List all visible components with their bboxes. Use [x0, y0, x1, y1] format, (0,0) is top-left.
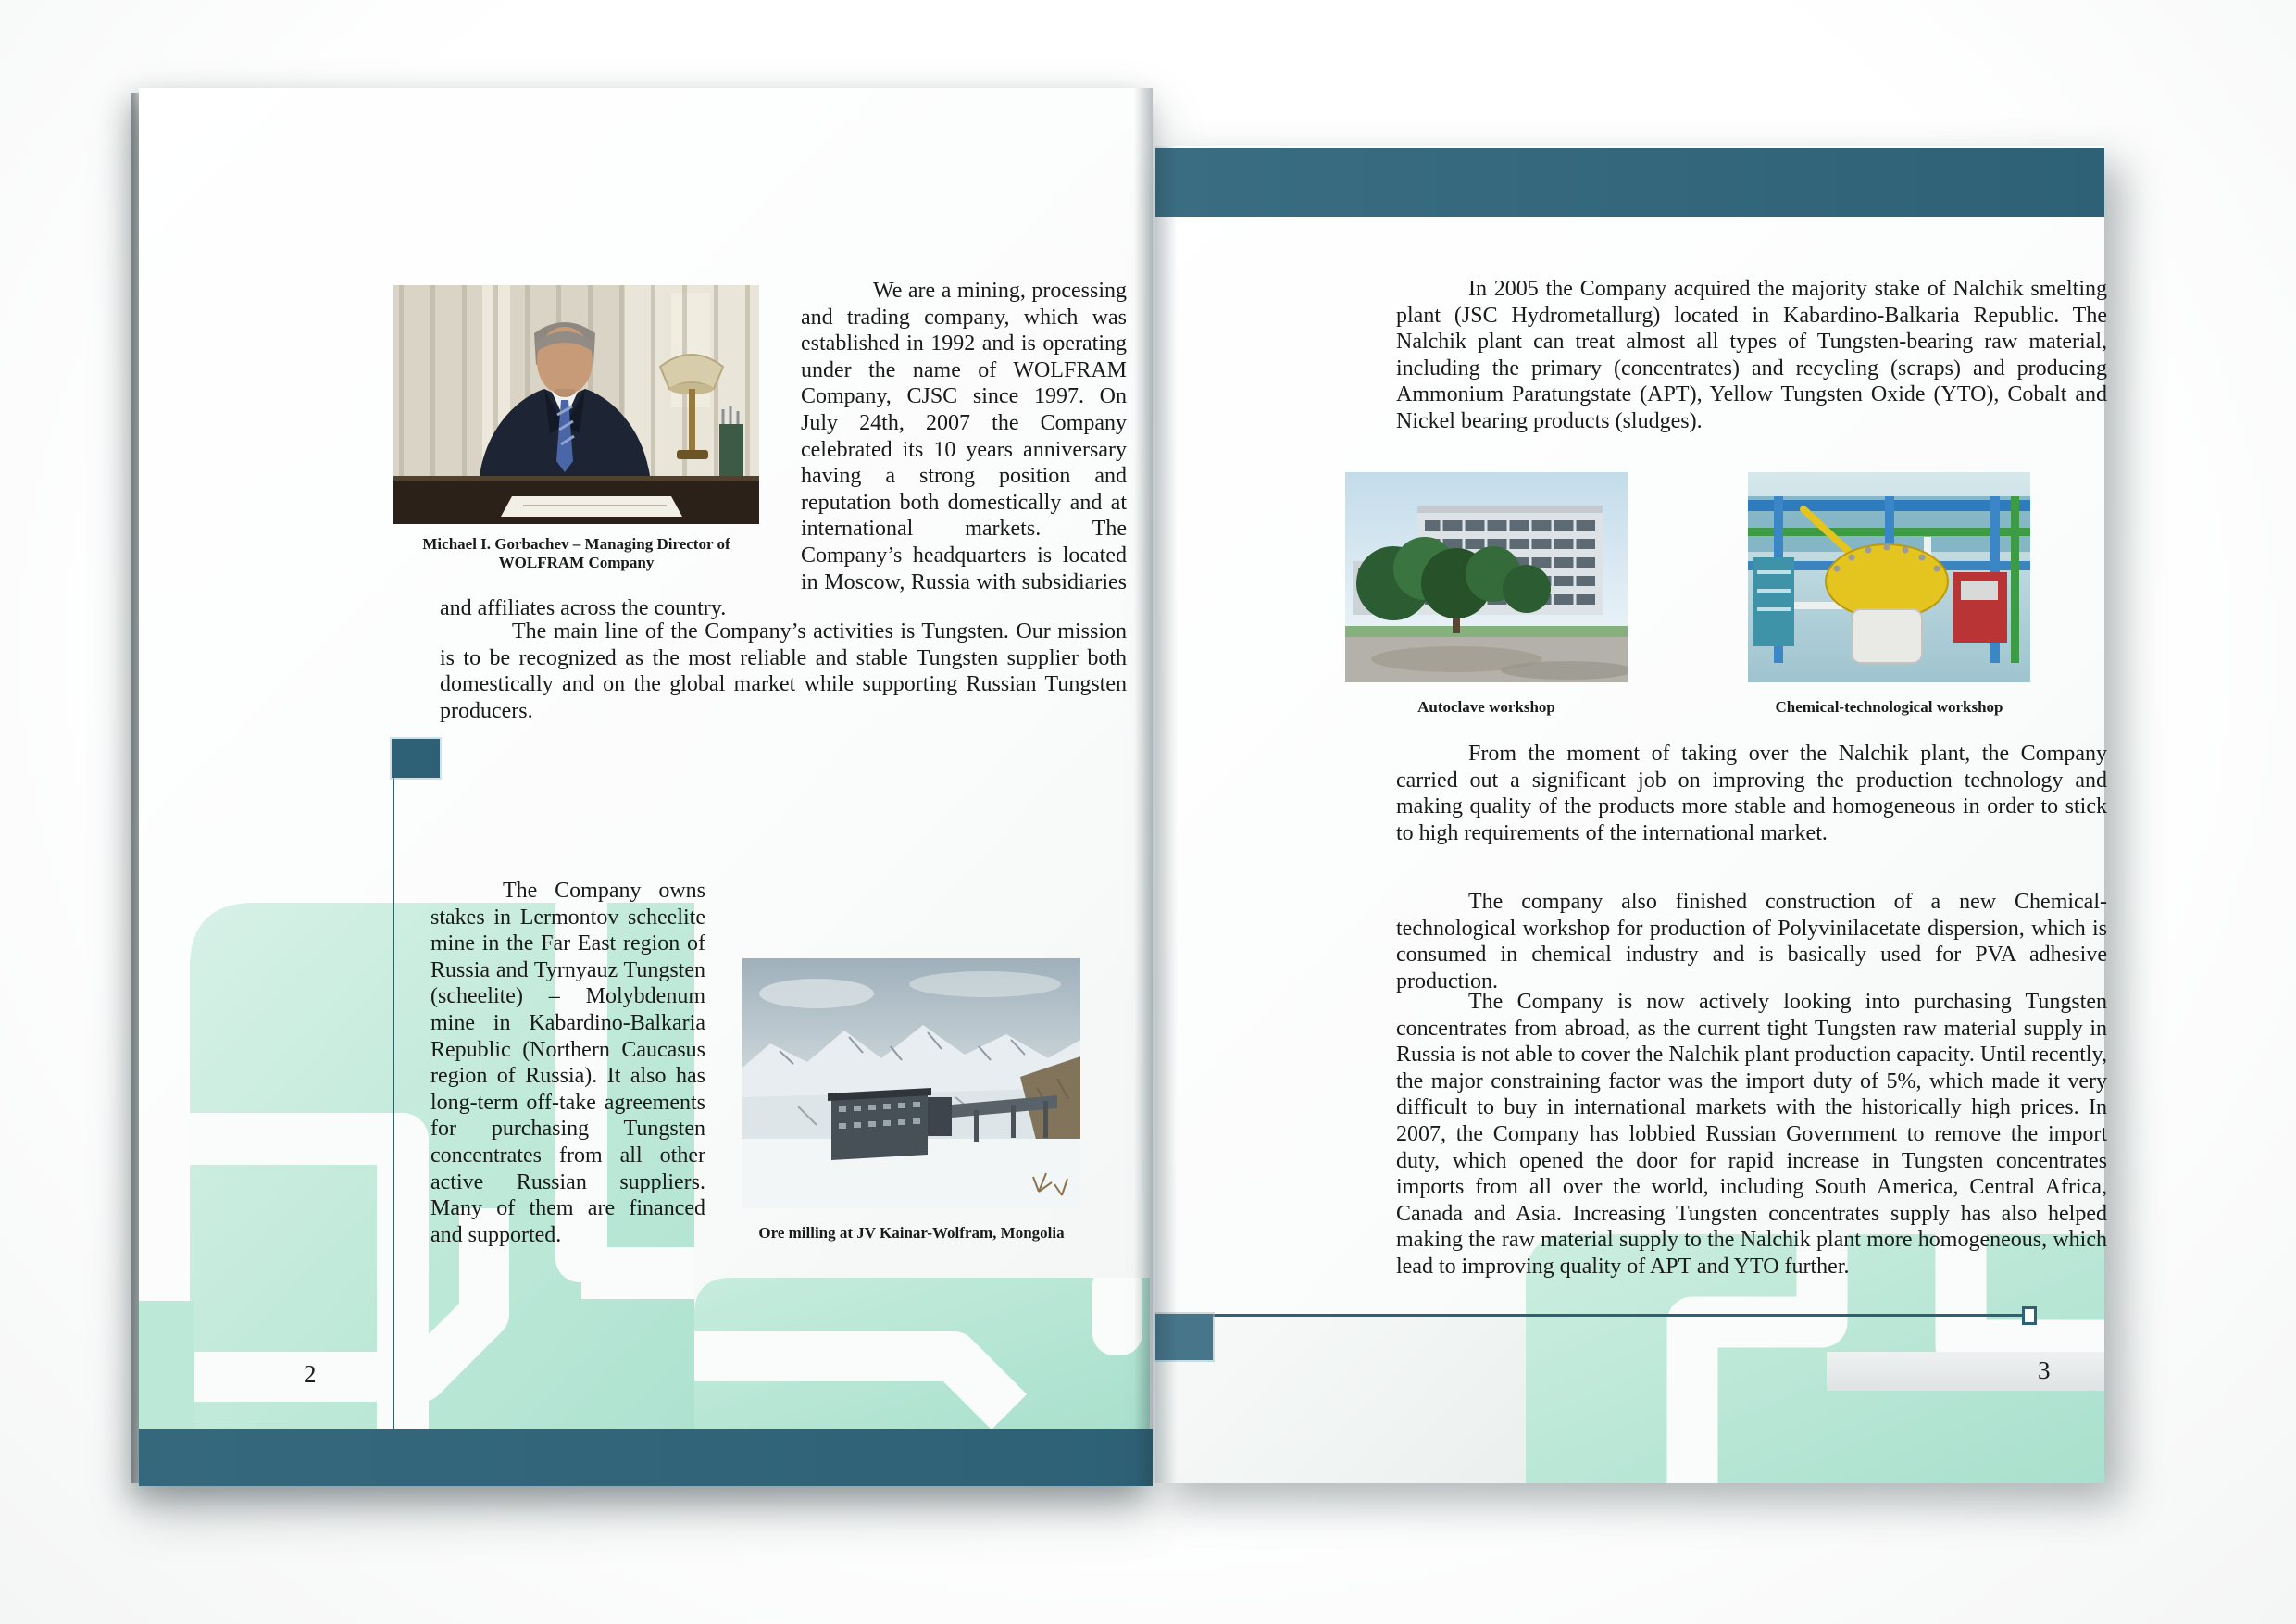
paragraph-improvements: From the moment of taking over the Nalchik plant, the Company carried out a significant job on improving the production technology and making quality of the products more stable and homogeneous in order to stick to high requirements of the international market. — [1396, 742, 2107, 845]
mine-caption: Ore milling at JV Kainar-Wolfram, Mongolia — [758, 1224, 1065, 1242]
paragraph-mines: The Company owns stakes in Lermontov scheelite mine in the Far East region of Russia and Tyrnyauz Tungsten (scheelite) – Molybdenum mine in Kabardino-Balkaria Republic (Northern Caucasus region of Russia). It also has long-term off-take agreements for purchasing Tungsten concentrates from all other active Russian suppliers. Many of them are financed and supported. — [430, 879, 705, 1247]
autoclave-caption: Autoclave workshop — [1417, 698, 1555, 716]
intro-section — [422, 278, 1127, 622]
mint-circuit-decoration-left-bottom — [694, 1278, 1150, 1429]
paragraph-company-intro: We are a mining, processing and trading company, which was established in 1992 and is operating under the name of WOLFRAM Company, CJSC since 1997. On July 24th, 2007 the Company celebrated its 10 years anniversary having a strong position and reputation both domestically and at international markets. The Company’s headquarters is located in Moscow, Russia with subsidiaries and affiliates across the country. — [440, 279, 1127, 621]
mine-photo — [742, 958, 1080, 1208]
page-number-right: 3 — [2038, 1356, 2051, 1384]
portrait-figure — [393, 285, 759, 572]
page-stack-edge — [131, 93, 139, 1483]
paragraph-nalchik-acquisition: In 2005 the Company acquired the majority stake of Nalchik smelting plant (JSC Hydrometallurg) located in Kabardino-Balkaria Republic. The Nalchik plant can treat almost all types of Tungsten-bearing raw material, including the primary (concentrates) and recycling (scraps) and producing Ammonium Paratungstate (APT), Yellow Tungsten Oxide (YTO), Cobalt and Nickel bearing products (sludges). — [1396, 277, 2107, 433]
portrait-caption: Michael I. Gorbachev – Managing Director of WOLFRAM Company — [422, 535, 730, 571]
chemical-caption: Chemical-technological workshop — [1775, 698, 2003, 716]
paragraph-mission: The main line of the Company’s activities is Tungsten. Our mission is to be recognized as the most reliable and stable Tungsten supplier both domestically and on the global market while supporting Russian Tungsten producers. — [440, 619, 1127, 723]
page-number-band — [1827, 1352, 2104, 1391]
chemical-figure — [1748, 472, 2030, 717]
page-left — [139, 88, 1153, 1486]
portrait-photo — [393, 285, 759, 524]
autoclave-figure — [1345, 472, 1628, 717]
center-fold-shadow-right — [1155, 146, 1178, 1483]
chemical-workshop-photo — [1748, 472, 2030, 682]
footer-accent-bar — [139, 1429, 1153, 1486]
center-fold-shadow-left — [1134, 88, 1153, 1486]
page-number-left: 2 — [304, 1360, 317, 1388]
accent-vertical-rule — [393, 778, 394, 1430]
paragraph-pva-workshop: The company also finished construction of a new Chemical-technological workshop for production of Polyvinilacetate dispersion, which is consumed in chemical industry and is basically used for PVA adhesive production. — [1396, 890, 2107, 993]
paragraph-imports: The Company is now actively looking into purchasing Tungsten concentrates from abroad, as the current tight Tungsten raw material supply in Russia is not able to cover the Nalchik plant production capacity. Until recently, the major constraining factor was the import duty of 5%, which made it very difficult to buy in international markets with the historically high prices. In 2007, the Company has lobbied Russian Government to remove the import duty, which opened the door for rapid increase in Tungsten concentrates imports from all over the world, including South America, Central Africa, Canada and Asia. Increasing Tungsten concentrates supply has also helped making the raw material supply to the Nalchik plant more homogeneous, which lead to improving quality of APT and YTO further. — [1396, 990, 2107, 1279]
mine-figure — [742, 958, 1080, 1243]
page-right — [1155, 146, 2107, 1483]
header-accent-band — [1155, 148, 2104, 217]
accent-square — [392, 739, 440, 778]
autoclave-photo — [1345, 472, 1628, 682]
mines-section — [430, 878, 1127, 1248]
footer-rule — [1163, 1314, 2024, 1317]
footer-rule-end-square — [2022, 1306, 2037, 1325]
mint-corner-block — [139, 1301, 194, 1429]
